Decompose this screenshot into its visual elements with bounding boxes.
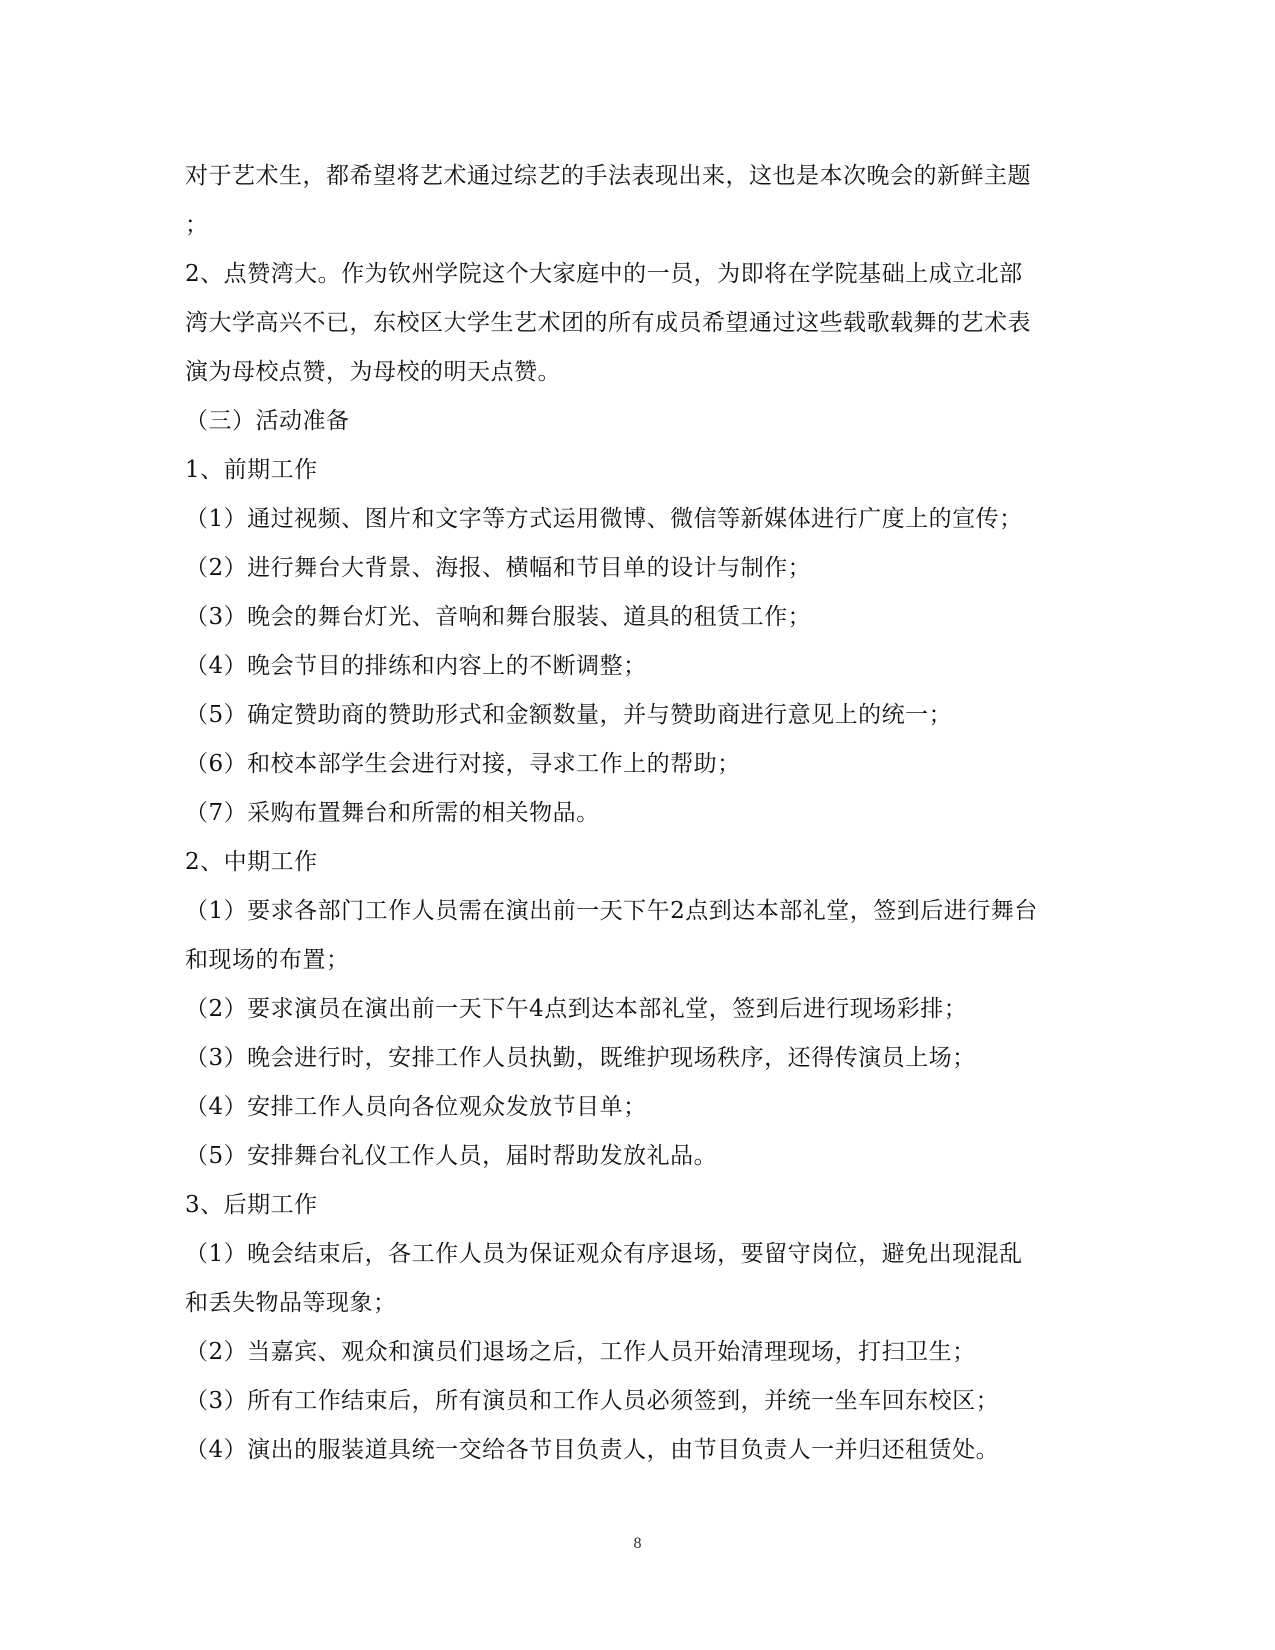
section-heading: （三）活动准备 xyxy=(185,408,350,434)
list-item: （2）当嘉宾、观众和演员们退场之后，工作人员开始清理现场，打扫卫生； xyxy=(185,1339,976,1365)
text-line: ； xyxy=(185,212,209,238)
text-line: 对于艺术生，都希望将艺术通过综艺的手法表现出来，这也是本次晚会的新鲜主题 xyxy=(185,163,1031,189)
subsection-heading: 3、后期工作 xyxy=(185,1192,318,1218)
list-item: （2）进行舞台大背景、海报、横幅和节目单的设计与制作； xyxy=(185,555,812,581)
list-item-continuation: 和现场的布置； xyxy=(185,947,350,973)
document-body xyxy=(185,152,1090,1475)
list-item: （2）要求演员在演出前一天下午4点到达本部礼堂，签到后进行现场彩排； xyxy=(185,996,968,1022)
list-item: （3）晚会进行时，安排工作人员执勤，既维护现场秩序，还得传演员上场； xyxy=(185,1045,976,1071)
list-item: （5）确定赞助商的赞助形式和金额数量，并与赞助商进行意见上的统一； xyxy=(185,702,953,728)
list-item: （4）安排工作人员向各位观众发放节目单； xyxy=(185,1094,647,1120)
list-item: （1）通过视频、图片和文字等方式运用微博、微信等新媒体进行广度上的宣传； xyxy=(185,506,1023,532)
text-line: 湾大学高兴不已，东校区大学生艺术团的所有成员希望通过这些载歌载舞的艺术表 xyxy=(185,310,1031,336)
list-item: （5）安排舞台礼仪工作人员，届时帮助发放礼品。 xyxy=(185,1143,718,1169)
list-item: （1）晚会结束后，各工作人员为保证观众有序退场，要留守岗位，避免出现混乱 xyxy=(185,1241,1023,1267)
list-item: （3）所有工作结束后，所有演员和工作人员必须签到，并统一坐车回东校区； xyxy=(185,1388,1000,1414)
page-number: 8 xyxy=(633,1535,642,1552)
list-item: （4）演出的服装道具统一交给各节目负责人，由节目负责人一并归还租赁处。 xyxy=(185,1437,1000,1463)
subsection-heading: 1、前期工作 xyxy=(185,457,318,483)
subsection-heading: 2、中期工作 xyxy=(185,849,318,875)
list-item: （3）晚会的舞台灯光、音响和舞台服装、道具的租赁工作； xyxy=(185,604,812,630)
list-item: （4）晚会节目的排练和内容上的不断调整； xyxy=(185,653,647,679)
text-line: 演为母校点赞，为母校的明天点赞。 xyxy=(185,359,561,385)
text-line: 2、点赞湾大。作为钦州学院这个大家庭中的一员，为即将在学院基础上成立北部 xyxy=(185,261,1023,287)
list-item-continuation: 和丢失物品等现象； xyxy=(185,1290,397,1316)
list-item: （7）采购布置舞台和所需的相关物品。 xyxy=(185,800,600,826)
list-item: （6）和校本部学生会进行对接，寻求工作上的帮助； xyxy=(185,751,741,777)
list-item: （1）要求各部门工作人员需在演出前一天下午2点到达本部礼堂，签到后进行舞台 xyxy=(185,898,1038,924)
